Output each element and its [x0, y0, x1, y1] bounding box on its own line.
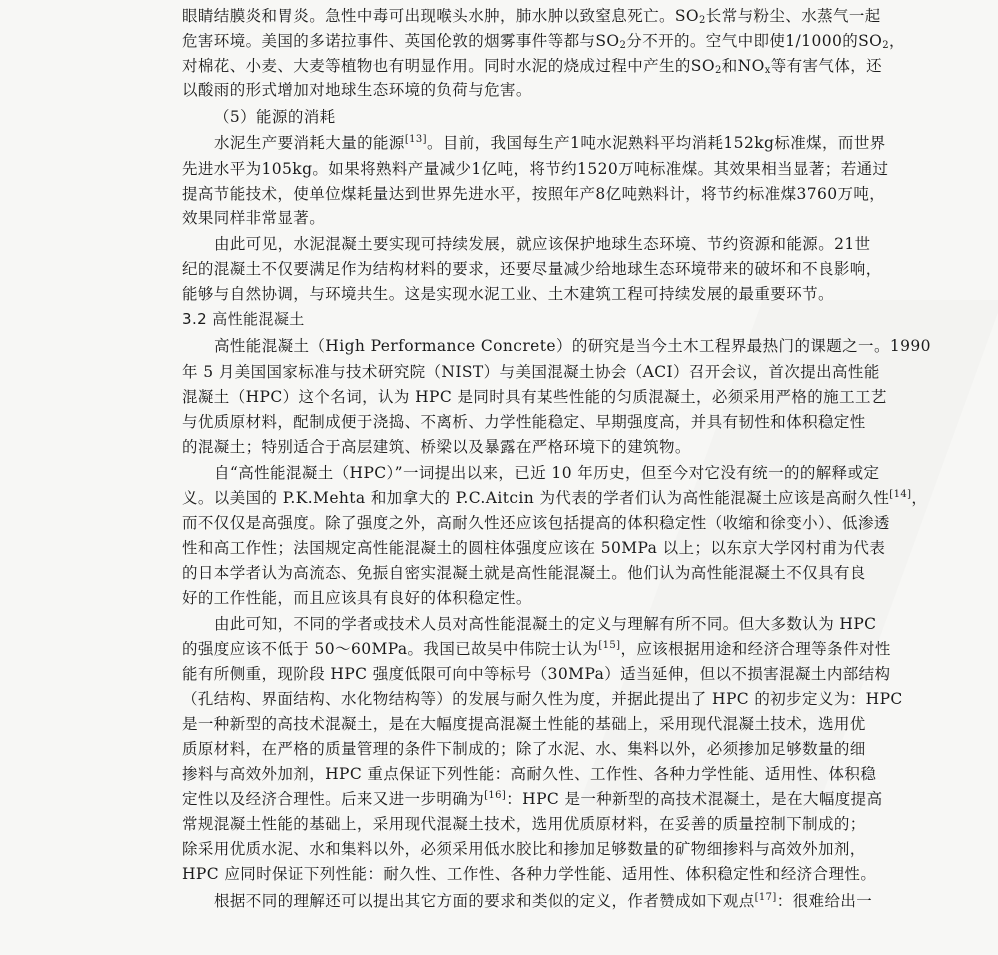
text-line: 年 5 月美国国家标准与技术研究院（NIST）与美国混凝土协会（ACI）召开会议，首次提出高性能 — [182, 363, 880, 381]
text-line: 的日本学者认为高流态、免振自密实混凝土就是高性能混凝土。他们认为高性能混凝土不仅具有良 — [182, 564, 866, 582]
text-line: 以酸雨的形式增加对地球生态环境的负荷与危害。 — [182, 81, 532, 99]
text-line: 水泥生产要消耗大量的能源[13]。目前，我国每生产1吨水泥熟料平均消耗152kg标准煤，而世界 — [214, 134, 886, 152]
text-line: （孔结构、界面结构、水化物结构等）的发展与耐久性为度，并据此提出了 HPC 的初步定义为：HPC — [182, 690, 903, 708]
text-line: 好的工作性能，而且应该具有良好的体积稳定性。 — [182, 589, 532, 607]
text-line: 眼睛结膜炎和胃炎。急性中毒可出现喉头水肿，肺水肿以致窒息死亡。$SO_2$长常与粉尘、水蒸气一起 — [182, 7, 881, 26]
text-line: 性和高工作性；法国规定高性能混凝土的圆柱体强度应该在 50MPa 以上；以东京大学冈村甫为代表 — [182, 539, 886, 557]
text-line: 质原材料，在严格的质量管理的条件下制成的；除了水泥、水、集料以外，必须掺加足够数量的细 — [182, 740, 866, 758]
section-heading: 3.2 高性能混凝土 — [182, 310, 305, 328]
text-line: 高性能混凝土（High Performance Concrete）的研究是当今土木工程界最热门的课题之一。1990 — [214, 337, 931, 355]
text-line: 由此可见，水泥混凝土要实现可持续发展，就应该保护地球生态环境、节约资源和能源。21世 — [214, 235, 871, 253]
text-line: 自“高性能混凝土（HPC）”一词提出以来，已近 10 年历史，但至今对它没有统一的的解释或定 — [214, 464, 880, 482]
text-line: 根据不同的理解还可以提出其它方面的要求和类似的定义，作者赞成如下观点[17]：很难给出一 — [214, 892, 873, 910]
text-line: 掺料与高效外加剂，HPC 重点保证下列性能：高耐久性、工作性、各种力学性能、适用性、体积稳 — [182, 765, 877, 783]
text-line: 纪的混凝土不仅要满足作为结构材料的要求，还要尽量减少给地球生态环境带来的破坏和不良影响， — [182, 260, 882, 278]
text-line: 是一种新型的高技术混凝土，是在大幅度提高混凝土性能的基础上，采用现代混凝土技术，选用优 — [182, 715, 866, 733]
text-line: 除采用优质水泥、水和集料以外，必须采用低水胶比和掺加足够数量的矿物细掺料与高效外加剂， — [182, 840, 866, 858]
text-line: 能有所侧重，现阶段 HPC 强度低限可向中等标号（30MPa）适当延伸，但以不损害混凝土内部结构 — [182, 665, 891, 683]
text-line: 定性以及经济合理性。后来又进一步明确为[16]：HPC 是一种新型的高技术混凝土，是在大幅度提高 — [182, 790, 883, 808]
text-line: 而不仅仅是高强度。除了强度之外，高耐久性还应该包括提高的体积稳定性（收缩和徐变小）、低渗透 — [182, 514, 890, 532]
text-line: 先进水平为105kg。如果将熟料产量减少1亿吨，将节约1520万吨标准煤。其效果相当显著；若通过 — [182, 160, 889, 178]
text-line: 混凝土（HPC）这个名词，认为 HPC 是同时具有某些性能的匀质混凝土，必须采用严格的施工工艺 — [182, 388, 887, 406]
text-line: 危害环境。美国的多诺拉事件、英国伦敦的烟雾事件等都与$SO_2$分不开的。空气中即使1/1000的$SO_2$， — [182, 32, 905, 51]
text-line: 与优质原材料，配制成便于浇捣、不离析、力学性能稳定、早期强度高，并具有韧性和体积稳定性 — [182, 413, 866, 431]
text-line: 提高节能技术，使单位煤耗量达到世界先进水平，按照年产8亿吨熟料计，将节约标准煤3760万吨， — [182, 185, 886, 203]
text-line: 对棉花、小麦、大麦等植物也有明显作用。同时水泥的烧成过程中产生的$SO_2$和$NO_x$等有害气体，还 — [182, 57, 883, 76]
text-line: 的强度应该不低于 50～60MPa。我国已故吴中伟院士认为[15]，应该根据用途和经济合理等条件对性 — [182, 640, 891, 658]
subsection-heading: （5）能源的消耗 — [214, 108, 336, 126]
text-line: 能够与自然协调，与环境共生。这是实现水泥工业、土木建筑工程可持续发展的最重要环节。 — [182, 285, 834, 303]
text-line: 常规混凝土性能的基础上，采用现代混凝土技术，选用优质原材料，在妥善的质量控制下制成的； — [182, 815, 866, 833]
text-line: 义。以美国的 P.K.Mehta 和加拿大的 P.C.Aitcin 为代表的学者们认为高性能混凝土应该是高耐久性[14]， — [182, 489, 928, 507]
text-line: 的混凝土；特别适合于高层建筑、桥梁以及暴露在严格环境下的建筑物。 — [182, 438, 691, 456]
text-line: HPC 应同时保证下列性能：耐久性、工作性、各种力学性能、适用性、体积稳定性和经济合理性。 — [182, 865, 877, 883]
text-line: 效果同样非常显著。 — [182, 209, 326, 227]
text-line: 由此可知，不同的学者或技术人员对高性能混凝土的定义与理解有所不同。但大多数认为 HPC — [214, 615, 877, 633]
